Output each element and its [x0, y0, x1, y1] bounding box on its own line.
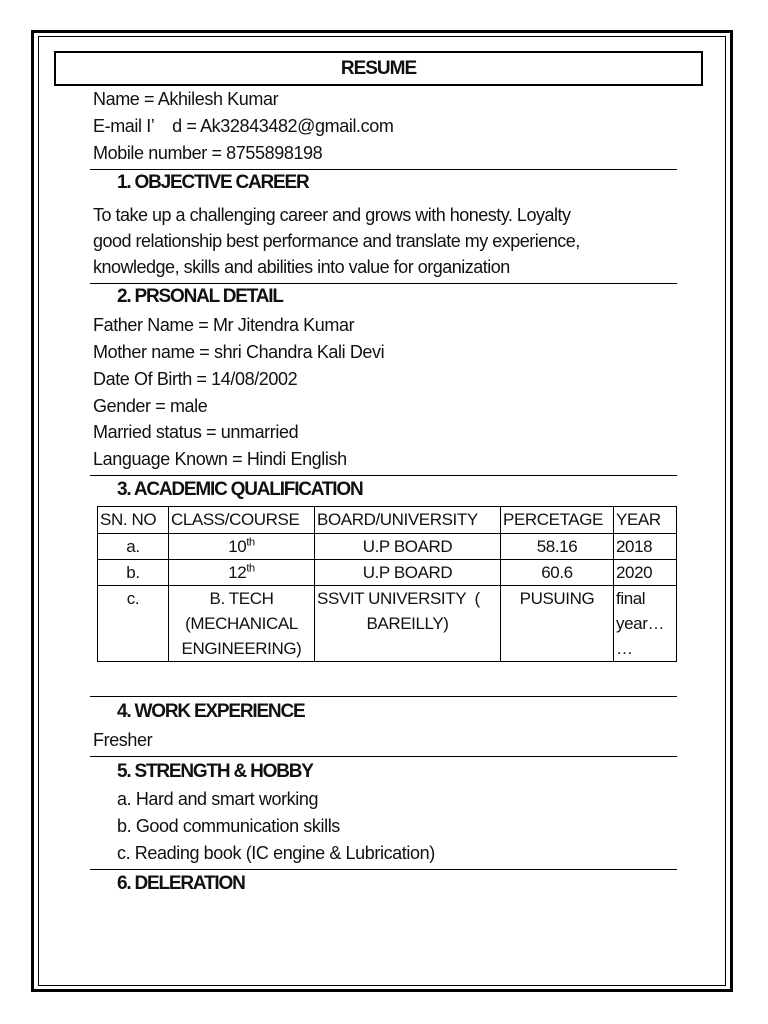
name-line: Name = Akhilesh Kumar [93, 89, 279, 109]
work-heading: 4. WORK EXPERIENCE [117, 701, 305, 722]
table-row [98, 586, 677, 662]
class-line: ENGINEERING) [181, 639, 302, 658]
year-line: year… [616, 614, 665, 633]
table-cell: c. [98, 586, 169, 662]
objective-paragraph [93, 202, 683, 280]
mobile-line: Mobile number = 8755898198 [93, 143, 323, 163]
list-item: c. Reading book (IC engine & Lubrication) [117, 843, 435, 863]
list-item: b. Good communication skills [117, 816, 340, 836]
table-header: BOARD/UNIVERSITY [315, 507, 501, 534]
objective-line: To take up a challenging career and grows with honesty. Loyalty [93, 205, 571, 225]
academic-heading: 3. ACADEMIC QUALIFICATION [117, 479, 363, 500]
table-header: PERCETAGE [501, 507, 614, 534]
table-header: YEAR [614, 507, 677, 534]
language-line: Language Known = Hindi English [93, 449, 347, 469]
section-rule [90, 756, 677, 757]
table-cell: 60.6 [501, 560, 614, 586]
declaration-heading: 6. DELERATION [117, 873, 245, 894]
objective-line: good relationship best performance and translate my experience, [93, 231, 580, 251]
table-cell: PUSUING [501, 586, 614, 662]
section-rule [90, 475, 677, 476]
table-cell [169, 560, 315, 586]
father-line: Father Name = Mr Jitendra Kumar [93, 315, 355, 335]
year-line: … [616, 639, 633, 658]
board-line: SSVIT UNIVERSITY ( [317, 589, 480, 608]
class-line: B. TECH [209, 589, 274, 608]
table-header: SN. NO [98, 507, 169, 534]
class-suffix: th [246, 536, 255, 549]
table-header: CLASS/COURSE [169, 507, 315, 534]
table-cell: U.P BOARD [315, 560, 501, 586]
mother-line: Mother name = shri Chandra Kali Devi [93, 342, 385, 362]
objective-heading: 1. OBJECTIVE CAREER [117, 172, 309, 193]
section-rule [90, 696, 677, 697]
table-cell: 2020 [614, 560, 677, 586]
academic-table [97, 506, 677, 662]
table-cell [315, 586, 501, 662]
personal-heading: 2. PRSONAL DETAIL [117, 286, 283, 307]
table-cell [169, 586, 315, 662]
table-cell: b. [98, 560, 169, 586]
email-line: E-mail I’ d = Ak32843482@gmail.com [93, 116, 394, 136]
board-line: BAREILLY) [366, 614, 449, 633]
section-rule [90, 869, 677, 870]
table-cell: a. [98, 534, 169, 560]
table-cell [614, 586, 677, 662]
table-cell: 58.16 [501, 534, 614, 560]
married-line: Married status = unmarried [93, 422, 299, 442]
table-row [98, 560, 677, 586]
table-cell: U.P BOARD [315, 534, 501, 560]
table-cell: 2018 [614, 534, 677, 560]
list-item: a. Hard and smart working [117, 789, 319, 809]
section-rule [90, 283, 677, 284]
year-line: final [616, 589, 646, 608]
gender-line: Gender = male [93, 396, 208, 416]
table-header-row [98, 507, 677, 534]
dob-line: Date Of Birth = 14/08/2002 [93, 369, 298, 389]
class-suffix: th [246, 562, 255, 575]
section-rule [90, 169, 677, 170]
table-row [98, 534, 677, 560]
class-value: 10 [228, 537, 247, 556]
objective-line: knowledge, skills and abilities into value for organization [93, 257, 510, 277]
class-line: (MECHANICAL [185, 614, 298, 633]
work-value: Fresher [93, 730, 153, 750]
resume-title: RESUME [54, 51, 703, 86]
class-value: 12 [228, 563, 247, 582]
table-cell [169, 534, 315, 560]
strength-heading: 5. STRENGTH & HOBBY [117, 761, 313, 782]
